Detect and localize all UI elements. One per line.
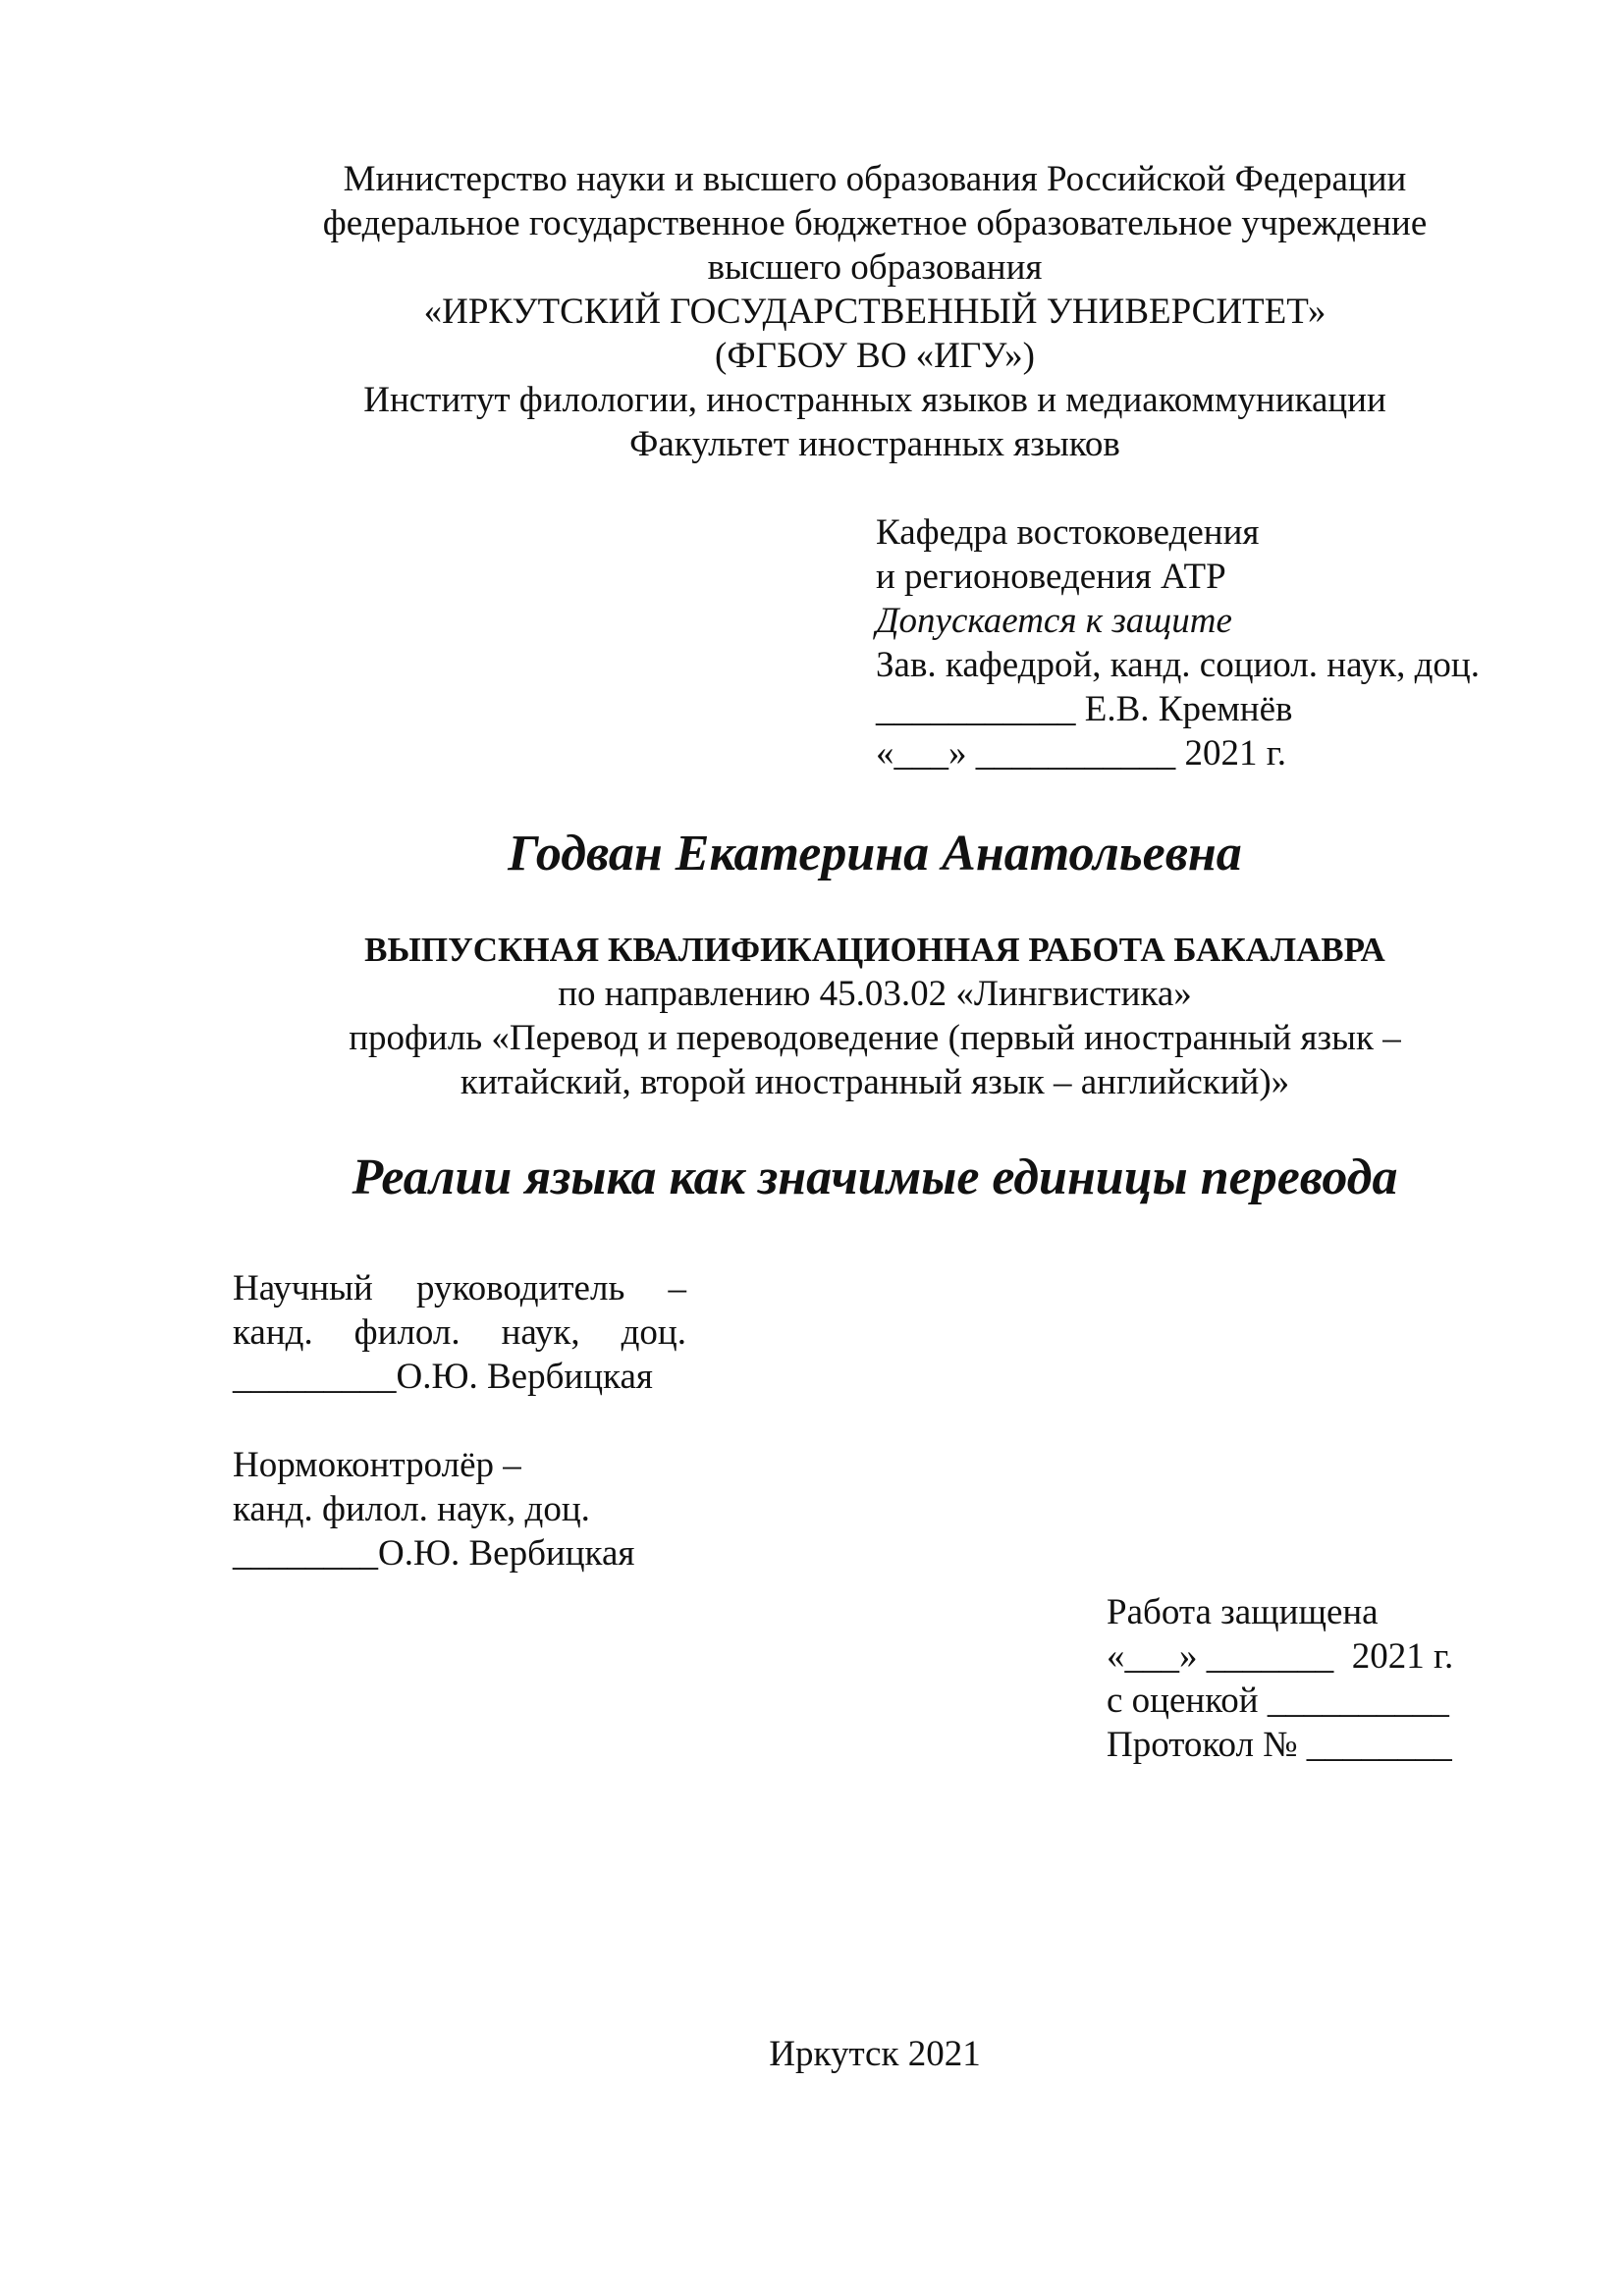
supervisor-role <box>233 1266 686 1310</box>
head-of-department-title: Зав. кафедрой, канд. социол. наук, доц. <box>876 645 1480 685</box>
author-name: Годван Екатерина Анатольевна <box>508 826 1242 881</box>
university-name: «ИРКУТСКИЙ ГОСУДАРСТВЕННЫЙ УНИВЕРСИТЕТ» <box>423 292 1326 332</box>
department-line-1: Кафедра востоковедения <box>876 512 1260 553</box>
supervisor-degree <box>233 1310 686 1355</box>
profile-line-1: профиль «Перевод и переводоведение (первый иностранный язык – <box>349 1018 1401 1058</box>
institute-line: Институт филологии, иностранных языков и медиакоммуникации <box>363 380 1386 420</box>
faculty-line: Факультет иностранных языков <box>629 424 1120 464</box>
profile-line-2: китайский, второй иностранный язык – английский)» <box>460 1062 1290 1102</box>
defense-grade-line: с оценкой __________ <box>1107 1681 1449 1721</box>
approval-date-line: «___» ___________ 2021 г. <box>876 733 1287 774</box>
university-abbreviation: (ФГБОУ ВО «ИГУ») <box>715 336 1035 376</box>
supervisor-signature: _________О.Ю. Вербицкая <box>233 1357 653 1397</box>
supervisor-role-text: Научный руководитель – <box>233 1268 686 1308</box>
direction-line: по направлению 45.03.02 «Лингвистика» <box>558 974 1192 1014</box>
normcontroller-signature: ________О.Ю. Вербицкая <box>233 1533 635 1574</box>
ministry-line: Министерство науки и высшего образования Российской Федерации <box>343 159 1407 199</box>
city-year: Иркутск 2021 <box>769 2034 981 2074</box>
work-type: ВЫПУСКНАЯ КВАЛИФИКАЦИОННАЯ РАБОТА БАКАЛАВРА <box>364 931 1385 969</box>
education-level-line: высшего образования <box>707 247 1043 288</box>
defense-date-line: «___» _______ 2021 г. <box>1107 1636 1454 1677</box>
supervisor-degree-text: канд. филол. наук, доц. <box>233 1312 686 1353</box>
institution-type-line: федеральное государственное бюджетное образовательное учреждение <box>322 203 1428 243</box>
defense-protocol-line: Протокол № ________ <box>1107 1725 1452 1765</box>
head-of-department-signature: ___________ Е.В. Кремнёв <box>876 689 1293 729</box>
normcontroller-degree: канд. филол. наук, доц. <box>233 1489 590 1529</box>
thesis-title: Реалии языка как значимые единицы перевода <box>352 1149 1398 1205</box>
department-line-2: и регионоведения АТР <box>876 557 1226 597</box>
defense-status: Работа защищена <box>1107 1592 1379 1632</box>
normcontroller-role: Нормоконтролёр – <box>233 1445 521 1485</box>
admitted-to-defense: Допускается к защите <box>876 601 1232 641</box>
